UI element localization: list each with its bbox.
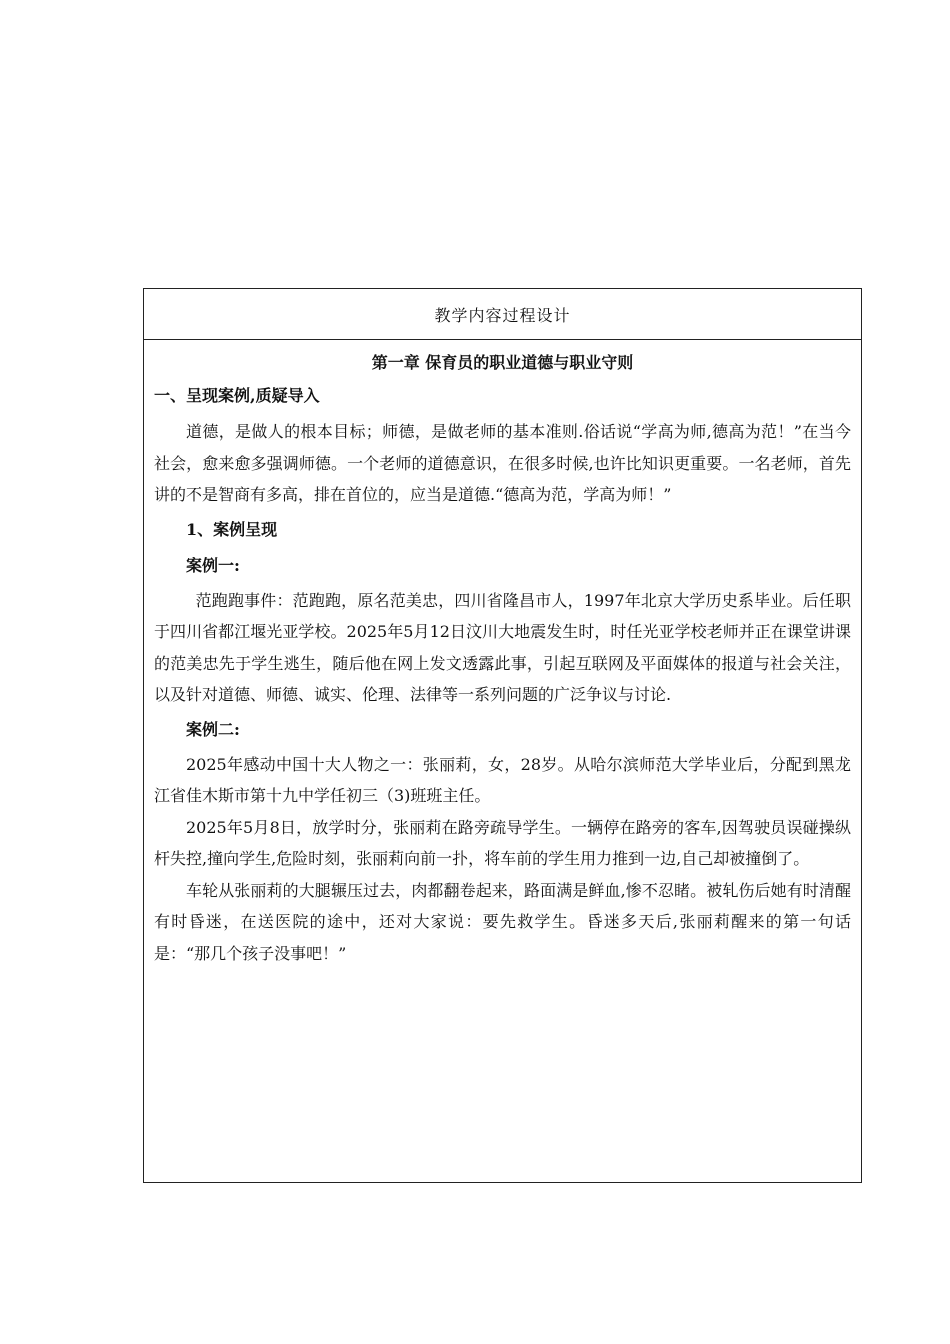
table-header — [144, 289, 861, 340]
case-2-heading: 案例二: — [186, 719, 240, 739]
chapter-title: 第一章 保育员的职业道德与职业守则 — [371, 353, 634, 372]
case-2-paragraph-3: 车轮从张丽莉的大腿辗压过去，肉都翻卷起来，路面满是鲜血,惨不忍睹。被轧伤后她有时清醒有时昏迷，在送医院的途中，还对大家说：要先救学生。昏迷多天后,张丽莉醒来的第一句话是：“那几个孩子没事吧！” — [154, 880, 851, 963]
lesson-design-table — [143, 288, 862, 1183]
case-1-heading: 案例一: — [186, 555, 240, 575]
intro-paragraph: 道德，是做人的根本目标；师德，是做老师的基本准则.俗话说“学高为师,德高为范！”在当今社会，愈来愈多强调师德。一个老师的道德意识，在很多时候,也许比知识更重要。一名老师，首先讲的不是智商有多高，排在首位的，应当是道德.“德高为范，学高为师！” — [154, 422, 851, 504]
case-presentation-heading: 1、案例呈现 — [186, 519, 278, 539]
table-header-text: 教学内容过程设计 — [434, 305, 571, 325]
section-title: 一、呈现案例,质疑导入 — [154, 386, 320, 405]
case-2-paragraph-2: 2025年5月8日，放学时分，张丽莉在路旁疏导学生。一辆停在路旁的客车,因驾驶员误碰操纵杆失控,撞向学生,危险时刻，张丽莉向前一扑，将车前的学生用力推到一边,自己却被撞倒了。 — [154, 817, 851, 868]
case-1-paragraph: 范跑跑事件：范跑跑，原名范美忠，四川省隆昌市人，1997年北京大学历史系毕业。后任职于四川省都江堰光亚学校。2025年5月12日汶川大地震发生时，时任光亚学校老师并正在课堂讲课的范美忠先于学生逃生，随后他在网上发文透露此事，引起互联网及平面媒体的报道与社会关注，以及针对道德、师德、诚实、伦理、法律等一系列问题的广泛争议与讨论. — [154, 590, 851, 704]
table-body-cell — [144, 340, 861, 1182]
case-2-paragraph-1: 2025年感动中国十大人物之一：张丽莉，女，28岁。从哈尔滨师范大学毕业后，分配到黑龙江省佳木斯市第十九中学任初三（3)班班主任。 — [154, 754, 851, 805]
